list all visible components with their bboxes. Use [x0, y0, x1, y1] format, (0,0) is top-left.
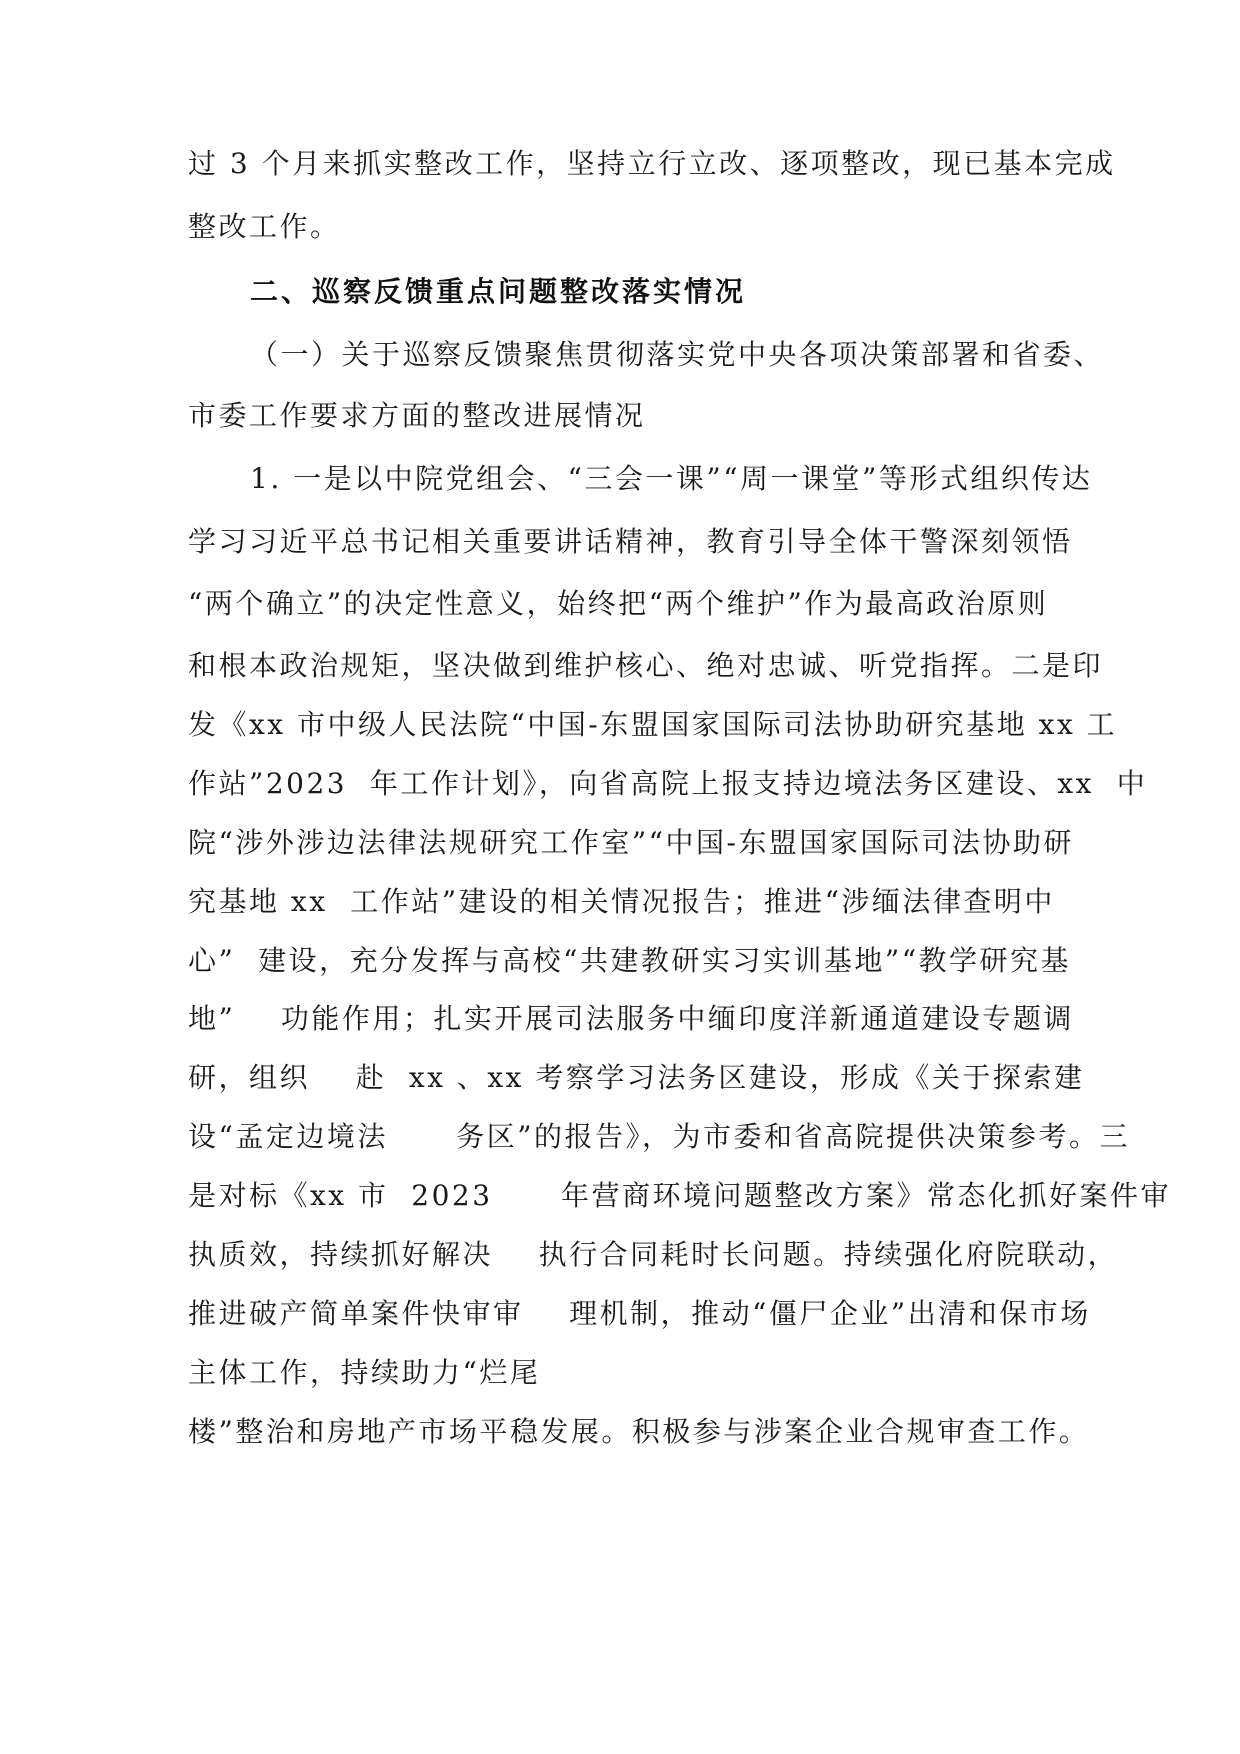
subsection-heading-line: （一）关于巡察反馈聚焦贯彻落实党中央各项决策部署和省委、 [250, 338, 1105, 371]
body-text-line: 心” 建设，充分发挥与高校“共建教研实习实训基地”“教学研究基 [188, 944, 1072, 977]
body-text-line: 作站”2023 年工作计划》，向省高院上报支持边境法务区建设、xx 中 [188, 767, 1148, 800]
body-text-line: 执质效，持续抓好解决 执行合同耗时长问题。持续强化府院联动， [188, 1238, 1119, 1271]
body-text-line: 究基地 xx 工作站”建设的相关情况报告；推进“涉缅法律查明中 [188, 885, 1055, 918]
body-text-line: 设“孟定边境法 务区”的报告》，为市委和省高院提供决策参考。三 [188, 1120, 1131, 1153]
body-text-line: 院“涉外涉边法律法规研究工作室”“中国-东盟国家国际司法协助研 [188, 826, 1074, 859]
body-text-line: 学习习近平总书记相关重要讲话精神，教育引导全体干警深刻领悟 [188, 525, 1073, 558]
body-text-line: 是对标《xx 市 2023 年营商环境问题整改方案》常态化抓好案件审 [188, 1179, 1171, 1212]
body-text-line: 推进破产简单案件快审审 理机制，推动“僵尸企业”出清和保市场 [188, 1297, 1091, 1330]
body-text-line: 1. 一是以中院党组会、“三会一课”“周一课堂”等形式组织传达 [250, 462, 1093, 495]
body-text-line: 地” 功能作用；扎实开展司法服务中缅印度洋新通道建设专题调 [188, 1002, 1074, 1035]
body-text-line: 楼”整治和房地产市场平稳发展。积极参与涉案企业合规审查工作。 [188, 1415, 1090, 1448]
body-text-line: 过 3 个月来抓实整改工作，坚持立行立改、逐项整改，现已基本完成 [188, 147, 1116, 180]
body-text-line: 整改工作。 [188, 210, 341, 243]
section-heading: 二、巡察反馈重点问题整改落实情况 [250, 275, 747, 308]
body-text-line: 研，组织 赴 xx 、xx 考察学习法务区建设，形成《关于探索建 [188, 1061, 1085, 1094]
subsection-heading-line: 市委工作要求方面的整改进展情况 [188, 399, 646, 432]
body-text-line: “两个确立”的决定性意义，始终把“两个维护”作为最高政治原则 [188, 587, 1049, 620]
body-text-line: 和根本政治规矩，坚决做到维护核心、绝对忠诚、听党指挥。二是印 [188, 649, 1104, 682]
body-text-line: 主体工作，持续助力“烂尾 [188, 1356, 541, 1389]
body-text-line: 发《xx 市中级人民法院“中国-东盟国家国际司法协助研究基地 xx 工 [188, 708, 1118, 741]
